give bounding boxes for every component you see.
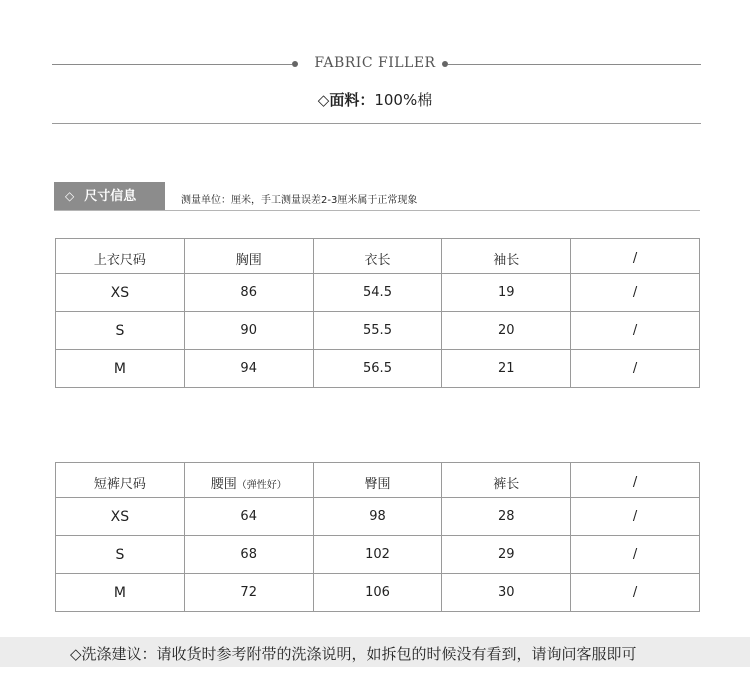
table-row: [56, 574, 700, 612]
table-cell: /: [571, 350, 700, 388]
header-cell: 衣长: [313, 239, 442, 274]
table-cell: /: [571, 312, 700, 350]
header-cell: 裤长: [442, 463, 571, 498]
table-cell: /: [571, 536, 700, 574]
table-cell: 64: [184, 498, 313, 536]
table-cell: 20: [442, 312, 571, 350]
header-cell: 胸围: [184, 239, 313, 274]
diamond-icon: ◇: [65, 189, 75, 203]
table-header-row: [56, 239, 700, 274]
table-cell: 56.5: [313, 350, 442, 388]
size-info-rule: [54, 210, 700, 211]
fabric-label: ◇面料：: [317, 91, 375, 109]
measurement-note: 测量单位：厘米，手工测量误差2-3厘米属于正常现象: [181, 195, 418, 206]
table-cell: 54.5: [313, 274, 442, 312]
table-cell: 94: [184, 350, 313, 388]
table-row: [56, 536, 700, 574]
wash-note: ◇洗涤建议：请收货时参考附带的洗涤说明，如拆包的时候没有看到，请询问客服即可: [70, 645, 637, 663]
table-row: [56, 274, 700, 312]
fabric-composition: [0, 89, 750, 110]
table-cell: 68: [184, 536, 313, 574]
table-row: [56, 350, 700, 388]
header-cell: /: [571, 239, 700, 274]
size-cell: M: [56, 574, 185, 612]
fabric-value: 100%棉: [374, 91, 433, 109]
size-cell: M: [56, 350, 185, 388]
table-cell: /: [571, 274, 700, 312]
table-cell: 30: [442, 574, 571, 612]
header-cell: /: [571, 463, 700, 498]
table-cell: 102: [313, 536, 442, 574]
size-cell: XS: [56, 498, 185, 536]
table-cell: 28: [442, 498, 571, 536]
header-cell: 短裤尺码: [56, 463, 185, 498]
table-header-row: [56, 463, 700, 498]
table-cell: 29: [442, 536, 571, 574]
size-info-label: 尺寸信息: [84, 189, 137, 204]
table-row: [56, 312, 700, 350]
size-info-tag: [54, 182, 165, 210]
header-cell: 袖长: [442, 239, 571, 274]
header-cell: 臀围: [313, 463, 442, 498]
table-cell: 72: [184, 574, 313, 612]
header-cell: [184, 463, 313, 498]
header-cell: 上衣尺码: [56, 239, 185, 274]
fabric-right-rule: [448, 64, 701, 65]
table-cell: 98: [313, 498, 442, 536]
shorts-size-table: [55, 462, 700, 612]
top-size-table: [55, 238, 700, 388]
table-row: [56, 498, 700, 536]
size-cell: S: [56, 312, 185, 350]
table-cell: /: [571, 574, 700, 612]
header-cell-note: （弹性好）: [236, 479, 287, 491]
size-cell: XS: [56, 274, 185, 312]
table-cell: 55.5: [313, 312, 442, 350]
header-cell-label: 腰围: [210, 476, 237, 492]
table-cell: 19: [442, 274, 571, 312]
table-cell: 21: [442, 350, 571, 388]
table-cell: 106: [313, 574, 442, 612]
fabric-bottom-rule: [52, 123, 701, 124]
size-cell: S: [56, 536, 185, 574]
table-cell: 90: [184, 312, 313, 350]
table-cell: /: [571, 498, 700, 536]
table-cell: 86: [184, 274, 313, 312]
fabric-title: FABRIC FILLER: [314, 55, 436, 71]
